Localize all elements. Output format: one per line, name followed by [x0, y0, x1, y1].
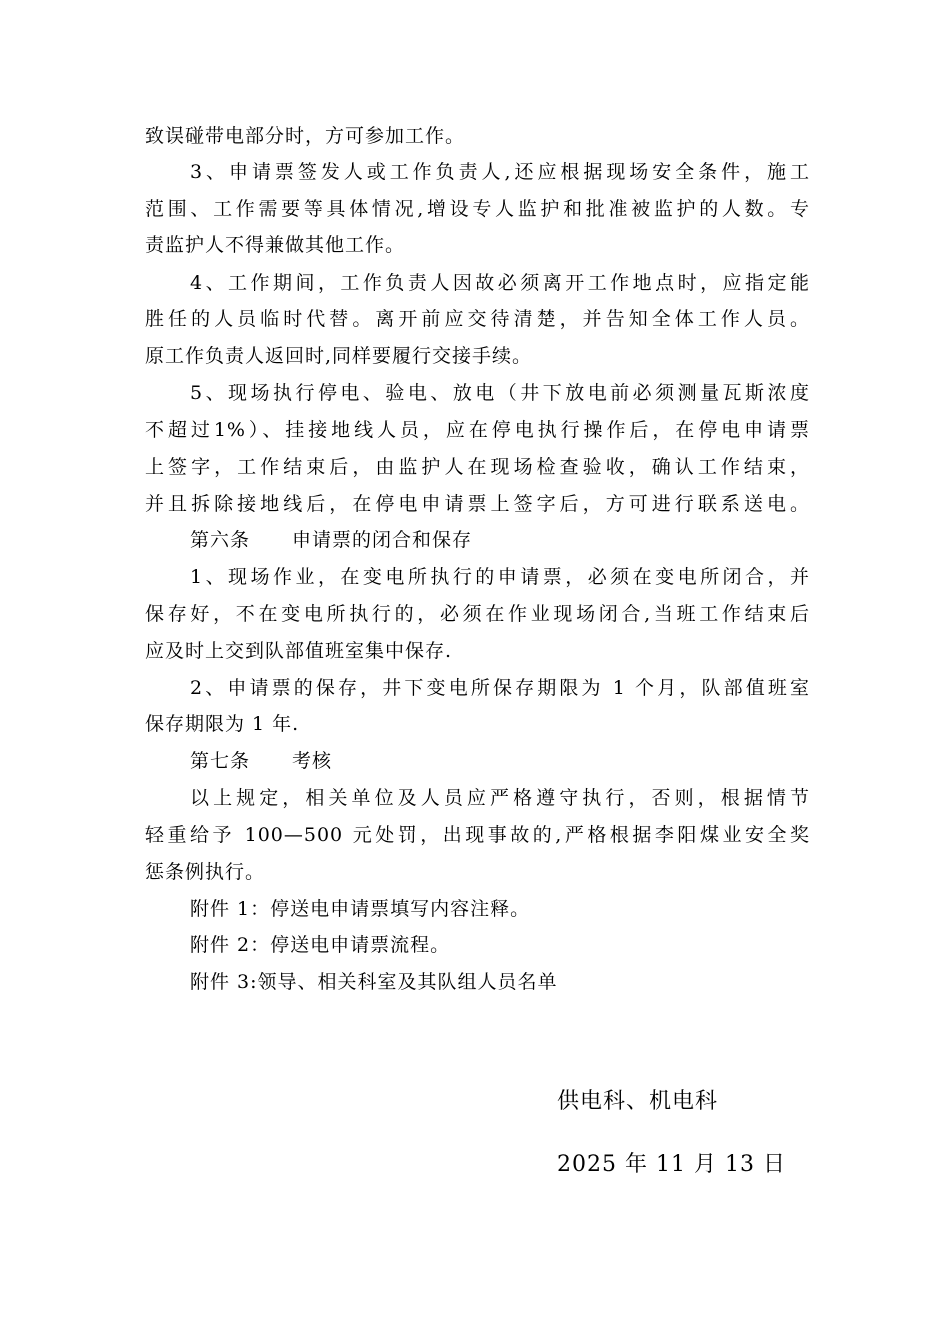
body-line: 以上规定，相关单位及人员应严格遵守执行，否则，根据情节	[190, 787, 810, 809]
body-line: 4、工作期间，工作负责人因故必须离开工作地点时，应指定能	[190, 272, 810, 294]
signature-department: 供电科、机电科	[557, 1089, 719, 1114]
body-line: 并且拆除接地线后，在停电申请票上签字后，方可进行联系送电。	[145, 493, 810, 515]
body-line: 应及时上交到队部值班室集中保存.	[145, 640, 453, 662]
body-line: 1、现场作业，在变电所执行的申请票，必须在变电所闭合，并	[190, 566, 810, 588]
article-6-title: 申请票的闭合和保存	[292, 529, 473, 551]
body-line: 5、现场执行停电、验电、放电（井下放电前必须测量瓦斯浓度	[190, 382, 810, 404]
body-line: 原工作负责人返回时,同样要履行交接手续。	[145, 345, 533, 367]
body-line: 致误碰带电部分时，方可参加工作。	[145, 125, 466, 147]
attachment-item: 附件 1：停送电申请票填写内容注释。	[190, 898, 531, 920]
article-7-number: 第七条	[190, 750, 251, 772]
body-line: 轻重给予 100—500 元处罚，出现事故的,严格根据李阳煤业安全奖	[145, 824, 810, 846]
body-line: 责监护人不得兼做其他工作。	[145, 234, 406, 256]
attachment-item: 附件 2：停送电申请票流程。	[190, 934, 451, 956]
article-6-heading	[190, 528, 810, 552]
body-line: 3、申请票签发人或工作负责人,还应根据现场安全条件，施工	[190, 161, 810, 183]
body-line: 上签字，工作结束后，由监护人在现场检查验收，确认工作结束，	[145, 456, 810, 478]
article-7-heading	[190, 749, 810, 773]
attachment-item: 附件 3:领导、相关科室及其队组人员名单	[190, 971, 558, 993]
body-line: 保存好，不在变电所执行的，必须在作业现场闭合,当班工作结束后	[145, 603, 810, 625]
body-line: 胜任的人员临时代替。离开前应交待清楚，并告知全体工作人员。	[145, 308, 810, 330]
body-line: 惩条例执行。	[145, 861, 266, 883]
article-6-number: 第六条	[190, 529, 251, 551]
body-line: 保存期限为 1 年.	[145, 713, 300, 735]
signature-date: 2025 年 11 月 13 日	[557, 1152, 786, 1177]
body-line: 2、申请票的保存，井下变电所保存期限为 1 个月，队部值班室	[190, 677, 810, 699]
article-7-title: 考核	[292, 750, 333, 772]
body-line: 范围、工作需要等具体情况,增设专人监护和批准被监护的人数。专	[145, 198, 810, 220]
body-line: 不超过1%）、挂接地线人员，应在停电执行操作后，在停电申请票	[145, 419, 810, 441]
